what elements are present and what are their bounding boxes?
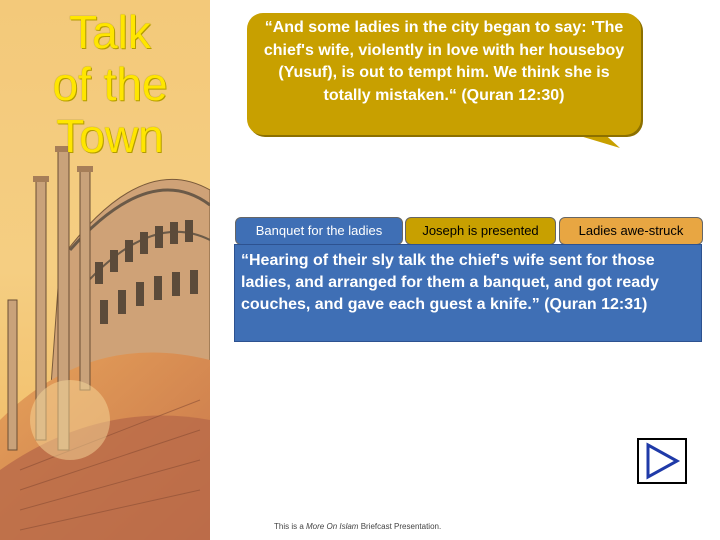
- tab-ladies-awe-struck[interactable]: Ladies awe-struck: [559, 217, 703, 245]
- bubble-quote: “And some ladies in the city began to say: 'The chief's wife, violently in love with her houseboy (Yusuf), is out to tempt him. We think she is totally mistaken.“ (Quran 12:30): [263, 19, 625, 104]
- title-line: Town: [56, 110, 164, 162]
- next-slide-button[interactable]: [637, 438, 687, 484]
- slide-title: [30, 6, 190, 162]
- title-line: of the: [52, 58, 168, 110]
- footer-brand: More On Islam: [306, 522, 359, 531]
- footer-prefix: This is a: [274, 522, 307, 531]
- play-triangle-icon: [639, 440, 685, 482]
- tab-banquet[interactable]: Banquet for the ladies: [235, 217, 403, 245]
- tab-joseph-presented[interactable]: Joseph is presented: [405, 217, 556, 245]
- footer-credit: [274, 522, 441, 531]
- tab-content-text: “Hearing of their sly talk the chief's wife sent for those ladies, and arranged for them a banquet, and got ready couches, and gave each guest a knife.” (Quran 12:31): [241, 252, 659, 313]
- footer-suffix: Briefcast Presentation.: [358, 522, 442, 531]
- title-line: Talk: [69, 6, 151, 58]
